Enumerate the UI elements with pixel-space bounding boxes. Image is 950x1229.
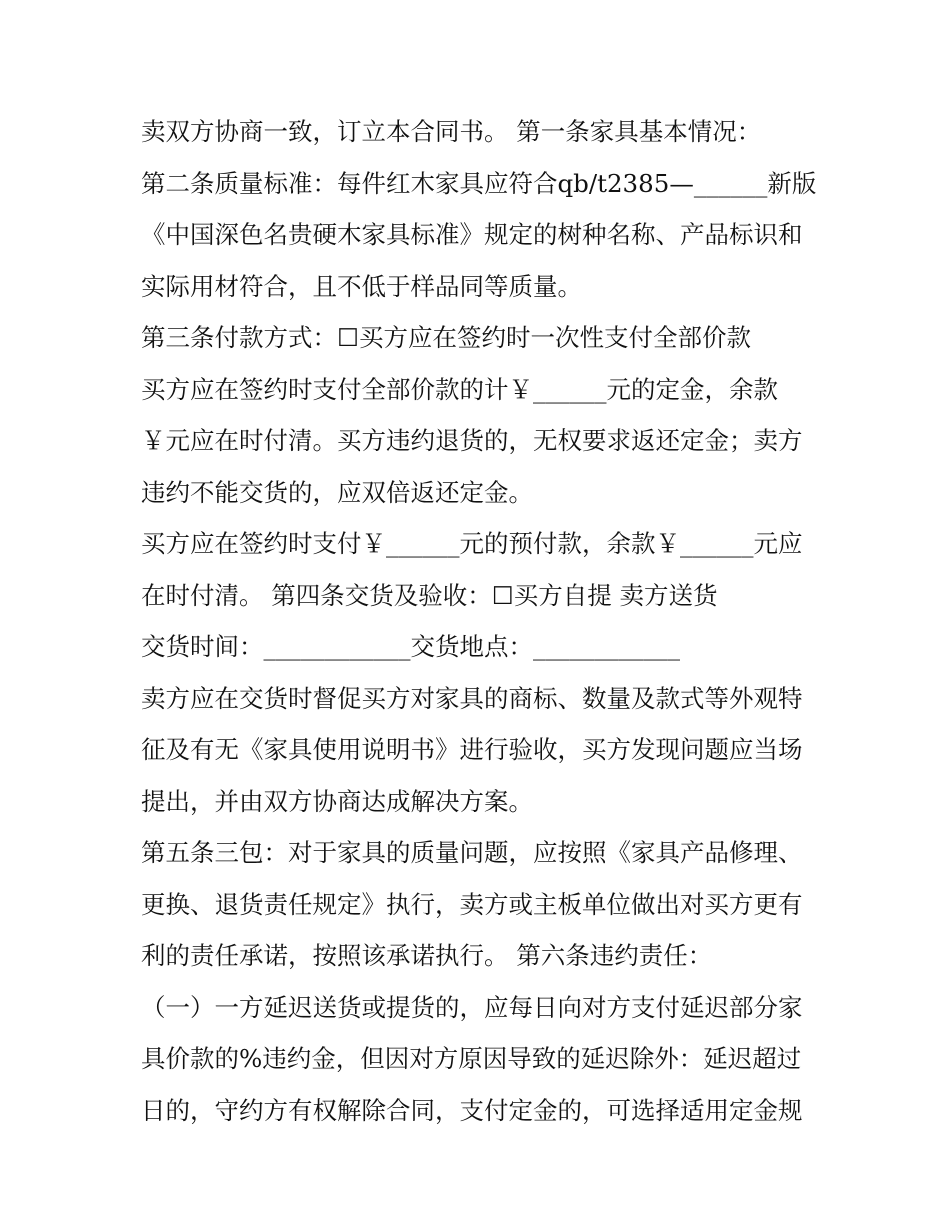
text-line: 征及有无《家具使用说明书》进行验收，买方发现问题应当场: [141, 735, 803, 764]
text-line: 在时付清。 第四条交货及验收：☐买方自提 卖方送货: [141, 580, 718, 610]
text-line: 第三条付款方式：☐买方应在签约时一次性支付全部价款: [141, 323, 751, 352]
text-line: 《中国深色名贵硬木家具标准》规定的树种名称、产品标识和: [141, 220, 803, 249]
text-line: 第五条三包：对于家具的质量问题，应按照《家具产品修理、: [141, 838, 803, 867]
text-line: 第二条质量标准：每件红木家具应符合qb/t2385—______新版: [141, 168, 817, 198]
text-line: 提出，并由双方协商达成解决方案。: [141, 786, 533, 816]
text-line: 利的责任承诺，按照该承诺执行。 第六条违约责任：: [141, 941, 713, 970]
text-line: 具价款的%违约金，但因对方原因导致的延迟除外：延迟超过: [141, 1044, 802, 1073]
text-line: （一）一方延迟送货或提货的，应每日向对方支付延迟部分家: [141, 992, 803, 1022]
text-line: 交货时间：____________交货地点：____________: [141, 632, 680, 661]
text-line: ￥元应在时付清。买方违约退货的，无权要求返还定金；卖方: [141, 426, 803, 455]
text-line: 买方应在签约时支付全部价款的计￥______元的定金，余款: [141, 374, 778, 404]
contract-body-text: [141, 106, 841, 1136]
text-line: 卖方应在交货时督促买方对家具的商标、数量及款式等外观特: [141, 683, 803, 713]
text-line: 卖双方协商一致，订立本合同书。 第一条家具基本情况：: [141, 117, 762, 146]
text-line: 买方应在签约时支付￥______元的预付款，余款￥______元应: [141, 529, 803, 558]
text-line: 日的，守约方有权解除合同，支付定金的，可选择适用定金规: [141, 1095, 803, 1125]
text-line: 实际用材符合，且不低于样品同等质量。: [141, 271, 582, 301]
text-line: 更换、退货责任规定》执行，卖方或主板单位做出对买方更有: [141, 889, 803, 919]
text-line: 违约不能交货的，应双倍返还定金。: [141, 477, 533, 507]
